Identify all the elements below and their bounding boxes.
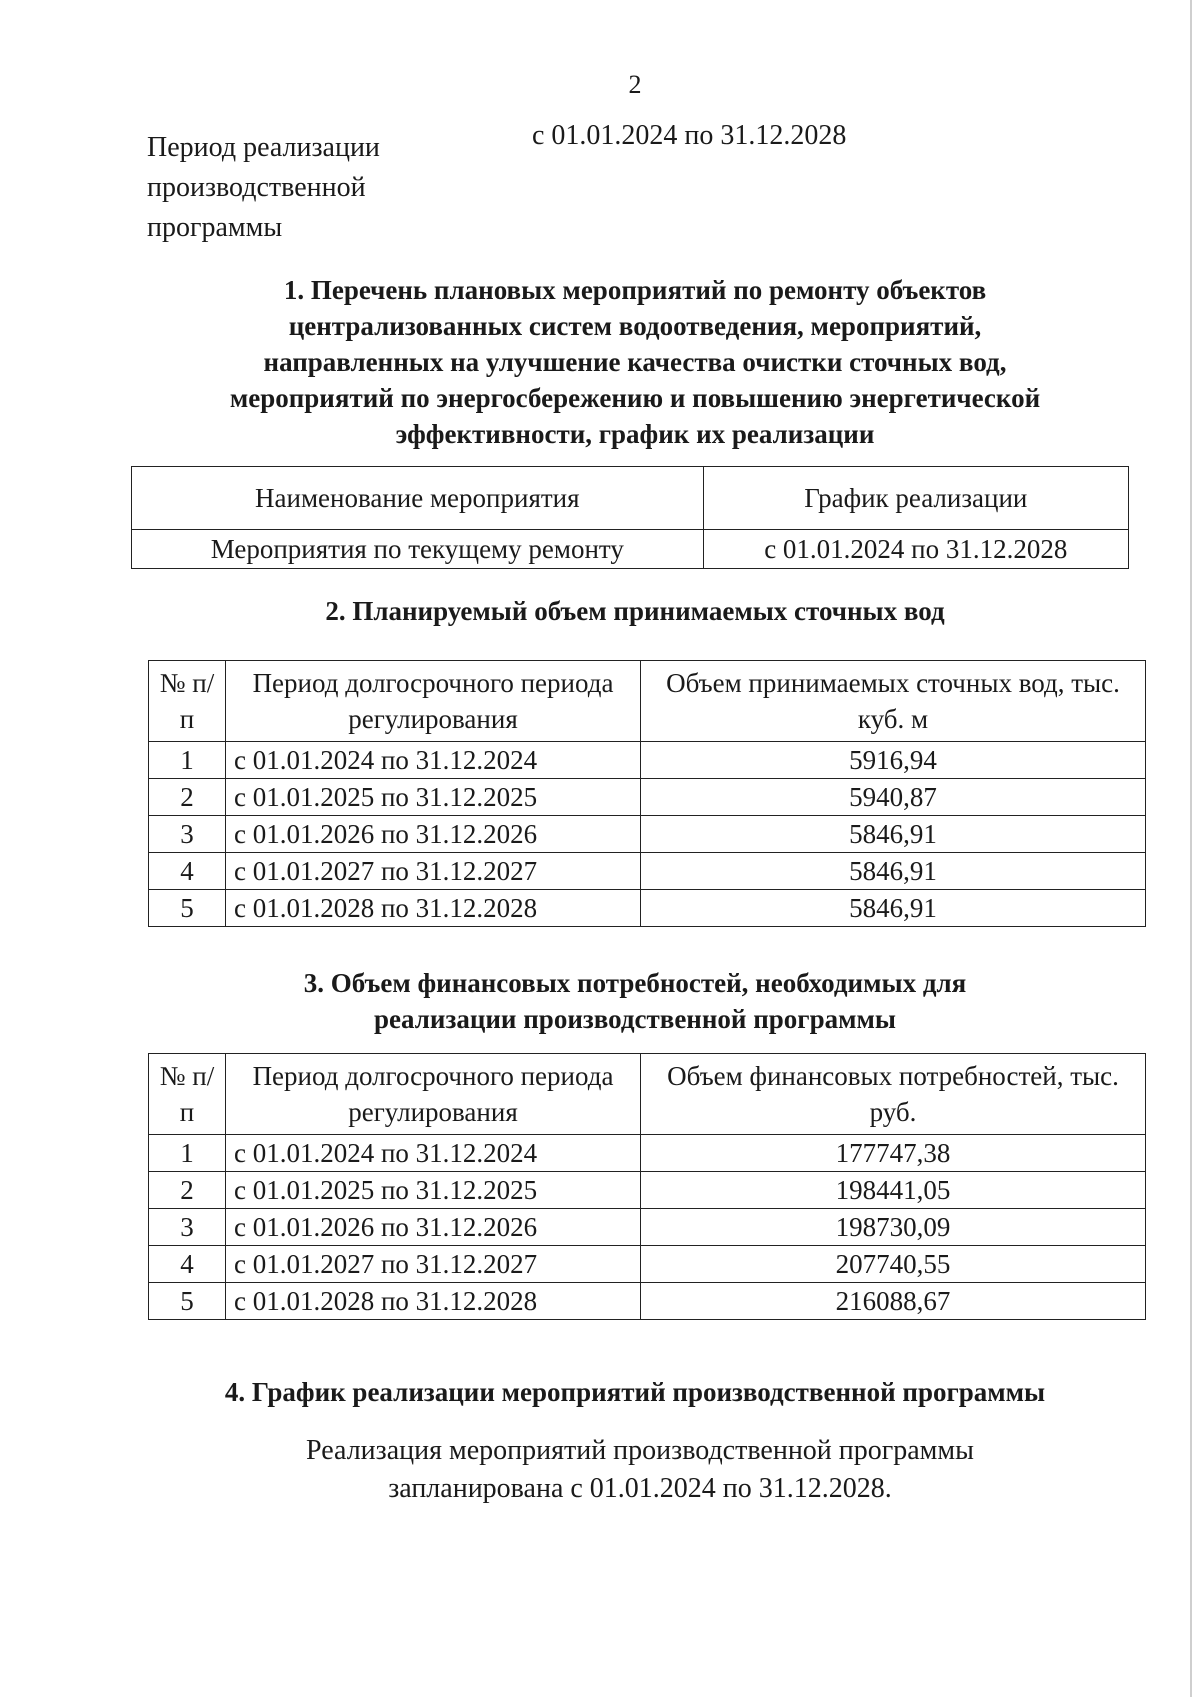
table-cell: 2 (149, 779, 226, 816)
table-row (149, 890, 1146, 927)
table-cell: 216088,67 (641, 1283, 1146, 1320)
table-row (149, 1246, 1146, 1283)
period-label-line: Период реализации (147, 132, 380, 163)
table-cell: 3 (149, 816, 226, 853)
table-row (149, 1283, 1146, 1320)
activities-table (131, 466, 1129, 569)
table-cell: Мероприятия по текущему ремонту (132, 530, 704, 569)
column-header: Период долгосрочного периода регулирования (226, 661, 641, 742)
table-cell: 5 (149, 1283, 226, 1320)
table-cell: 5846,91 (641, 816, 1146, 853)
table-cell: с 01.01.2026 по 31.12.2026 (226, 1209, 641, 1246)
table-header-row (132, 467, 1129, 530)
table-row (149, 853, 1146, 890)
column-header: Объем принимаемых сточных вод, тыс. куб. м (641, 661, 1146, 742)
table-row (149, 1172, 1146, 1209)
table-row (149, 779, 1146, 816)
table-cell: с 01.01.2027 по 31.12.2027 (226, 853, 641, 890)
table-cell: с 01.01.2027 по 31.12.2027 (226, 1246, 641, 1283)
period-label (147, 128, 380, 248)
column-header: Объем финансовых потребностей, тыс. руб. (641, 1054, 1146, 1135)
table-cell: с 01.01.2024 по 31.12.2024 (226, 742, 641, 779)
table-cell: 177747,38 (641, 1135, 1146, 1172)
table-cell: с 01.01.2024 по 31.12.2024 (226, 1135, 641, 1172)
table-header-row (149, 661, 1146, 742)
column-header: № п/п (149, 1054, 226, 1135)
table-cell: 5846,91 (641, 890, 1146, 927)
heading-line: 1. Перечень плановых мероприятий по ремонту объектов (283, 275, 987, 305)
table-row (149, 742, 1146, 779)
table-cell: 5846,91 (641, 853, 1146, 890)
section2-heading: 2. Планируемый объем принимаемых сточных вод (325, 596, 945, 626)
page-number: 2 (628, 70, 642, 99)
table-cell: 5940,87 (641, 779, 1146, 816)
period-value: с 01.01.2024 по 31.12.2028 (532, 120, 847, 151)
table-row (149, 816, 1146, 853)
table-cell: с 01.01.2028 по 31.12.2028 (226, 890, 641, 927)
heading-line: централизованных систем водоотведения, мероприятий, (288, 311, 982, 341)
table-cell: 3 (149, 1209, 226, 1246)
table-cell: с 01.01.2026 по 31.12.2026 (226, 816, 641, 853)
table-row (149, 1209, 1146, 1246)
heading-line: эффективности, график их реализации (395, 419, 875, 449)
table-cell: с 01.01.2028 по 31.12.2028 (226, 1283, 641, 1320)
section3-heading (0, 965, 1200, 1037)
table-cell: 4 (149, 853, 226, 890)
section1-heading (0, 272, 1200, 452)
period-label-line: программы (147, 212, 283, 243)
column-header: № п/п (149, 661, 226, 742)
financial-needs-table (148, 1053, 1146, 1320)
table-cell: с 01.01.2025 по 31.12.2025 (226, 779, 641, 816)
heading-line: направленных на улучшение качества очистки сточных вод, (263, 347, 1007, 377)
closing-paragraph (0, 1432, 1200, 1508)
heading-line: 3. Объем финансовых потребностей, необходимых для (303, 968, 967, 998)
column-header: Наименование мероприятия (132, 467, 704, 530)
column-header: Период долгосрочного периода регулирования (226, 1054, 641, 1135)
table-cell: с 01.01.2024 по 31.12.2028 (703, 530, 1128, 569)
closing-line: запланирована с 01.01.2024 по 31.12.2028. (388, 1473, 892, 1504)
table-cell: 1 (149, 742, 226, 779)
table-cell: 1 (149, 1135, 226, 1172)
table-cell: 198441,05 (641, 1172, 1146, 1209)
table-header-row (149, 1054, 1146, 1135)
table-cell: 5916,94 (641, 742, 1146, 779)
table-cell: 198730,09 (641, 1209, 1146, 1246)
table-row (149, 1135, 1146, 1172)
table-cell: 207740,55 (641, 1246, 1146, 1283)
column-header: График реализации (703, 467, 1128, 530)
table-cell: с 01.01.2025 по 31.12.2025 (226, 1172, 641, 1209)
heading-line: мероприятий по энергосбережению и повышению энергетической (229, 383, 1041, 413)
table-row (132, 530, 1129, 569)
closing-line: Реализация мероприятий производственной программы (306, 1435, 974, 1466)
section4-heading: 4. График реализации мероприятий производственной программы (224, 1377, 1046, 1407)
table-cell: 4 (149, 1246, 226, 1283)
wastewater-volume-table (148, 660, 1146, 927)
table-cell: 2 (149, 1172, 226, 1209)
table-cell: 5 (149, 890, 226, 927)
period-label-line: производственной (147, 172, 366, 203)
heading-line: реализации производственной программы (374, 1004, 896, 1034)
